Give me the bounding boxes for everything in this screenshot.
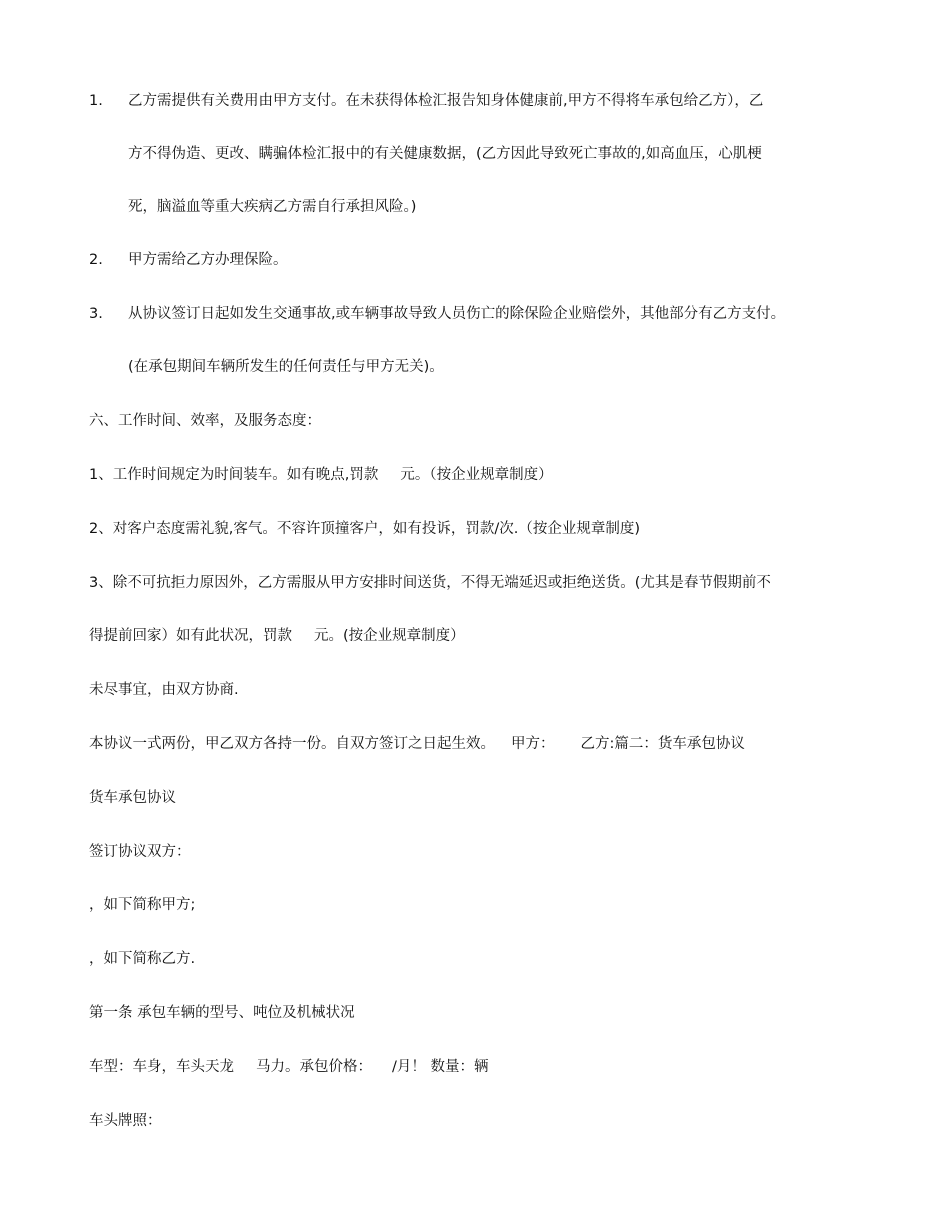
section-six-item-1	[89, 465, 553, 485]
item-1-line-3: 死，脑溢血等重大疾病乙方需自行承担风险。)	[128, 199, 417, 215]
list-number-1: 1.	[89, 93, 103, 109]
party-b-signature-label: 乙方:篇二：货车承包协议	[580, 736, 745, 752]
item-3-text: 得提前回家）如有此状况，罚款	[89, 628, 292, 644]
plate-label: 车头牌照：	[89, 1113, 162, 1129]
copies-clause	[89, 734, 745, 754]
vehicle-details-line	[89, 1057, 489, 1077]
section-six-item-3-line-1: 3、除不可抗拒力原因外，乙方需服从甲方安排时间送货，不得无端延迟或拒绝送货。(尤其是春节假期前不	[89, 575, 771, 591]
item-1-text: 1、工作时间规定为时间装车。如有晚点,罚款	[89, 467, 379, 483]
item-3-tail: 元。(按企业规章制度）	[314, 628, 465, 644]
section-six-item-2: 2、对客户态度需礼貌,客气。不容许顶撞客户，如有投诉，罚款/次.（按企业规章制度)	[89, 521, 640, 537]
unsettled-matters: 未尽事宜，由双方协商.	[89, 682, 239, 698]
item-1-line-1: 乙方需提供有关费用由甲方支付。在未获得体检汇报告知身体健康前,甲方不得将车承包给乙方），乙	[128, 93, 764, 109]
item-1-line-2: 方不得伪造、更改、瞒骗体检汇报中的有关健康数据，(乙方因此导致死亡事故的,如高血压，心肌梗	[128, 146, 762, 162]
party-a-line: ，如下简称甲方;	[89, 897, 196, 913]
vehicle-type: 车型：车身，车头天龙	[89, 1059, 234, 1075]
parties-label: 签订协议双方：	[89, 844, 191, 860]
list-number-2: 2.	[89, 252, 103, 268]
chapter-two-title: 货车承包协议	[89, 790, 176, 806]
vehicle-price: 马力。承包价格：	[256, 1059, 372, 1075]
article-one-heading: 第一条 承包车辆的型号、吨位及机械状况	[89, 1005, 355, 1021]
party-a-signature-label: 甲方：	[511, 736, 555, 752]
section-six-item-3-line-2	[89, 626, 465, 646]
copies-text: 本协议一式两份，甲乙双方各持一份。自双方签订之日起生效。	[89, 736, 495, 752]
section-six-heading: 六、工作时间、效率，及服务态度：	[89, 413, 321, 429]
vehicle-quantity: /月！ 数量：辆	[392, 1059, 489, 1075]
item-1-tail: 元。（按企业规章制度）	[400, 467, 553, 483]
item-2-line-1: 甲方需给乙方办理保险。	[128, 252, 288, 268]
item-3-line-1: 从协议签订日起如发生交通事故,或车辆事故导致人员伤亡的除保险企业赔偿外，其他部分有乙方支付。	[128, 306, 786, 322]
party-b-line: ，如下简称乙方.	[89, 951, 196, 967]
list-number-3: 3.	[89, 306, 103, 322]
item-3-line-2: (在承包期间车辆所发生的任何责任与甲方无关)。	[128, 359, 444, 375]
